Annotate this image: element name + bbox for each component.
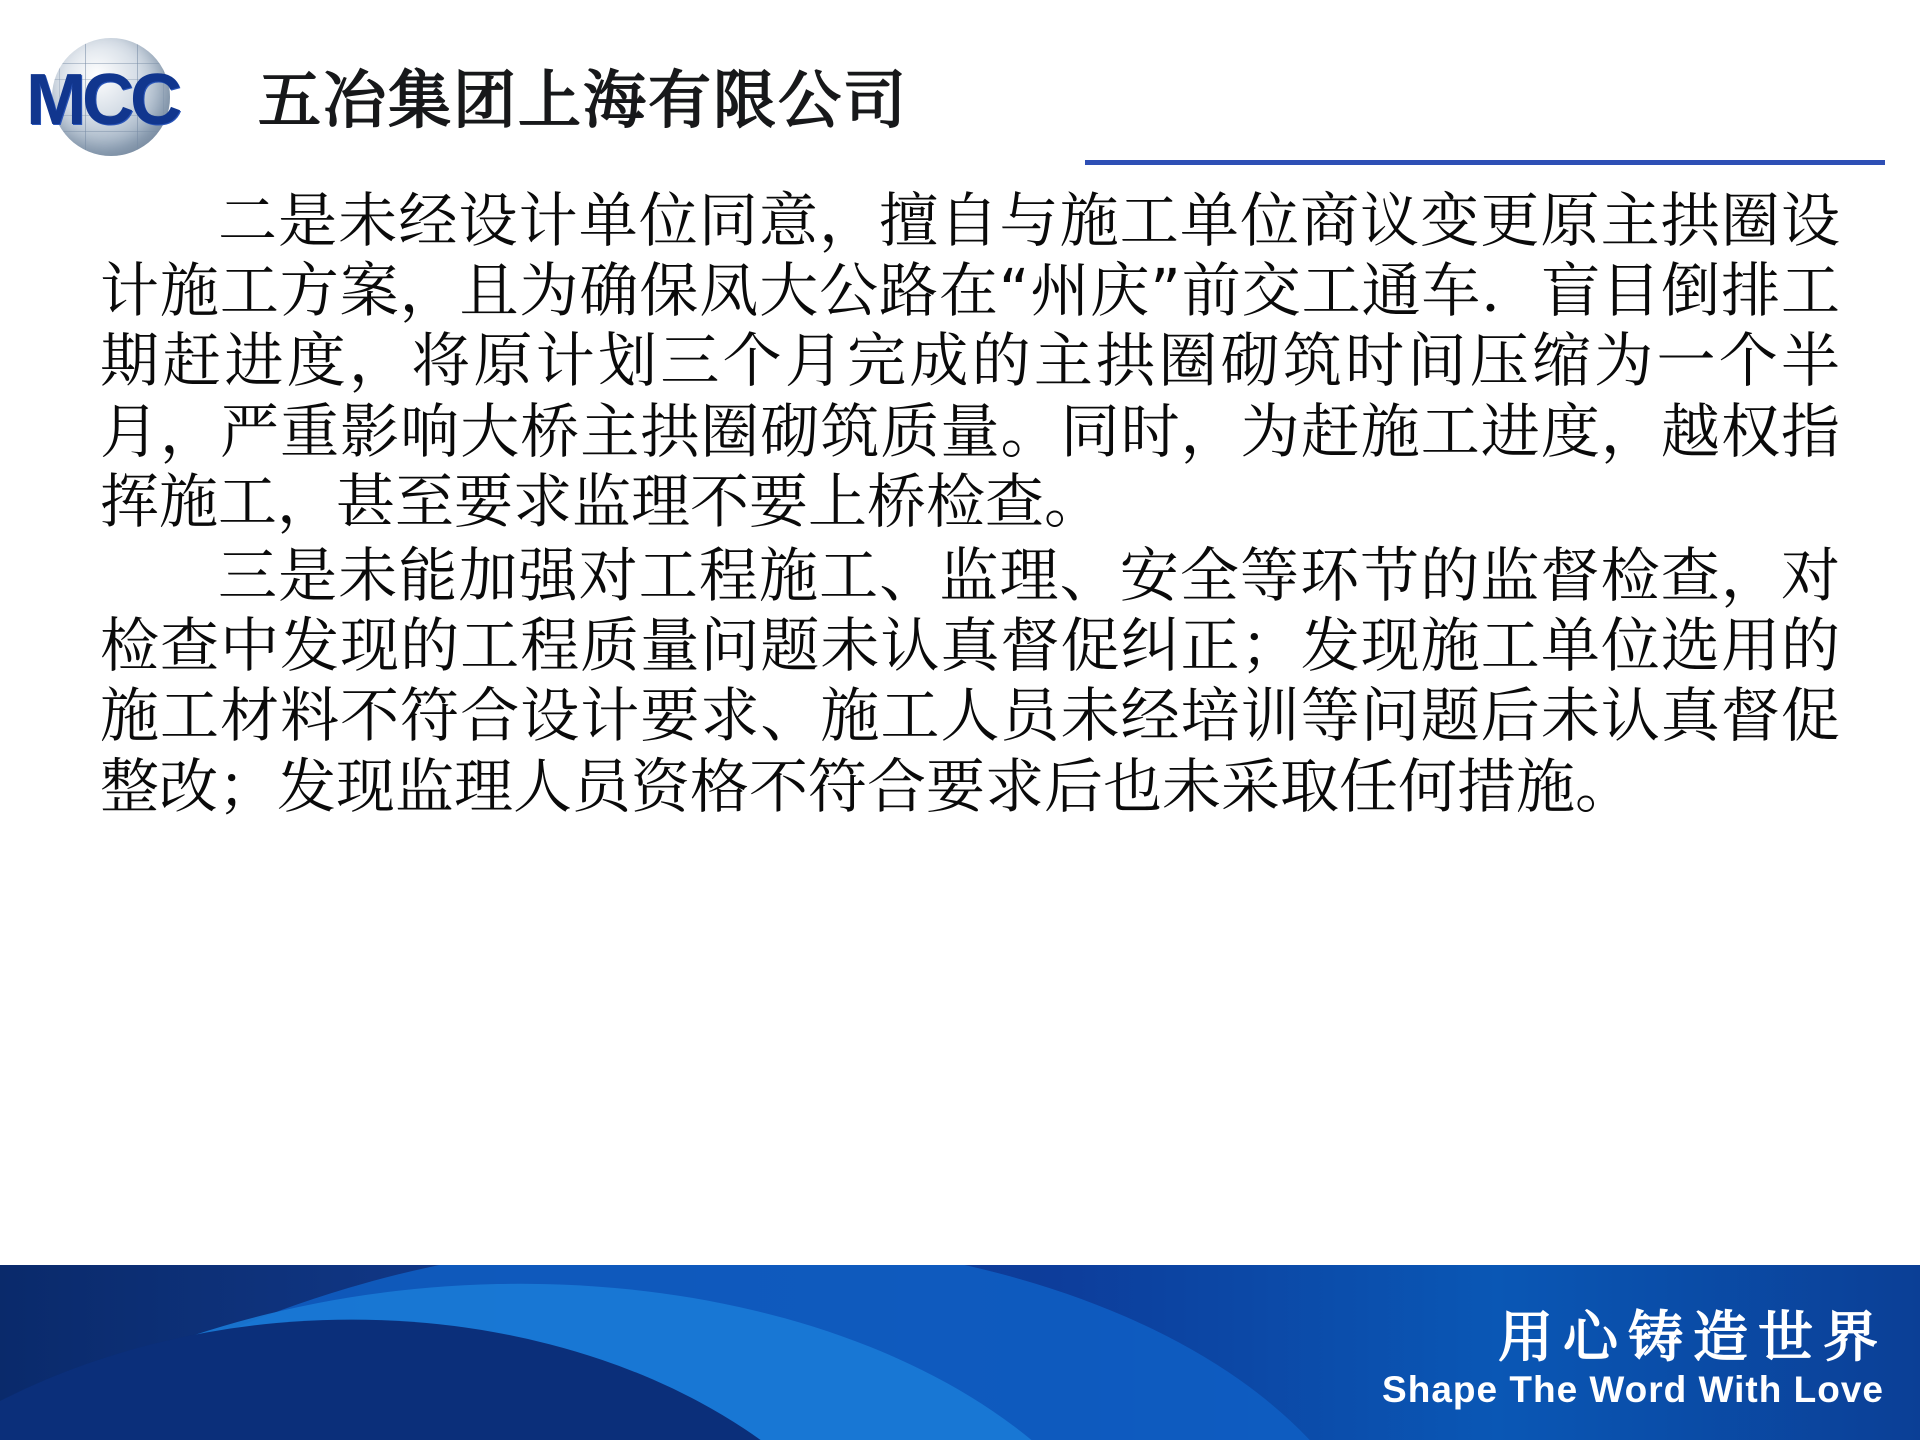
mcc-logo-text: MCC <box>26 60 178 140</box>
mcc-logo <box>26 32 241 152</box>
slide-footer <box>0 1265 1920 1440</box>
body-paragraph-1: 二是未经设计单位同意，擅自与施工单位商议变更原主拱圈设计施工方案，且为确保凤大公路在“州庆”前交工通车．盲目倒排工期赶进度，将原计划三个月完成的主拱圈砌筑时间压缩为一个半月，严重影响大桥主拱圈砌筑质量。同时，为赶施工进度，越权指挥施工，甚至要求监理不要上桥检查。 <box>100 186 1840 536</box>
footer-slogan-en: Shape The Word With Love <box>1382 1369 1884 1410</box>
header-divider <box>1085 160 1885 165</box>
slide-header <box>0 0 1920 178</box>
body-paragraph-2: 三是未能加强对工程施工、监理、安全等环节的监督检查，对检查中发现的工程质量问题未认真督促纠正；发现施工单位选用的施工材料不符合设计要求、施工人员未经培训等问题后未认真督促整改；发现监理人员资格不符合要求后也未采取任何措施。 <box>100 541 1840 821</box>
company-name: 五冶集团上海有限公司 <box>258 64 908 137</box>
slide-body <box>100 186 1840 826</box>
footer-slogan-cn: 用心铸造世界 <box>1497 1305 1888 1369</box>
